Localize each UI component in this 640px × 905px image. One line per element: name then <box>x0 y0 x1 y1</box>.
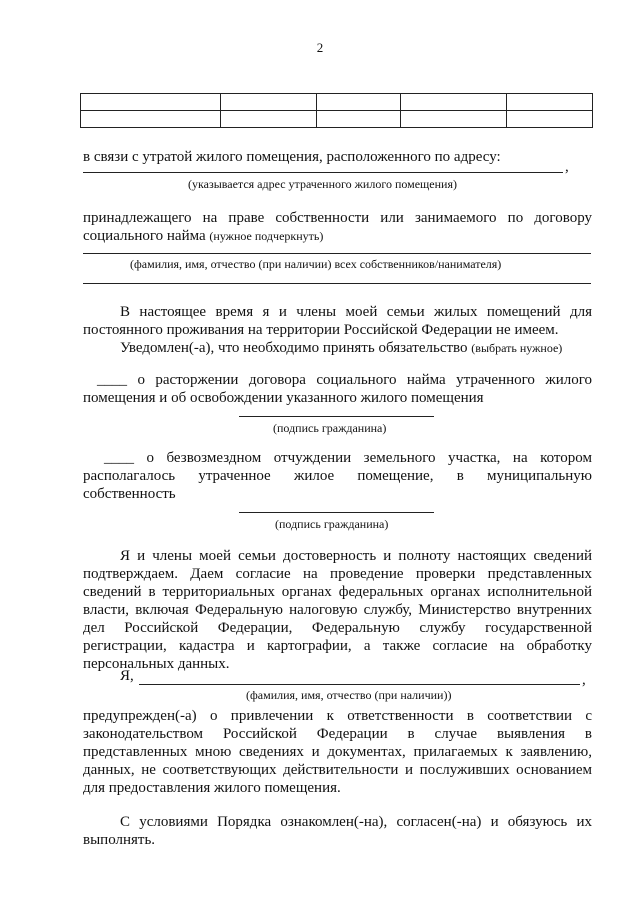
option-2-line-3: собственность <box>83 486 176 502</box>
option-1-text: о расторжении договора социального найма утраченного жилого <box>137 372 593 388</box>
address-intro: в связи с утратой жилого помещения, расположенного по адресу: <box>83 149 501 165</box>
table-row <box>81 111 593 128</box>
warned-line-4: данных, не соответствующих действительности и послуживших основанием <box>83 762 592 778</box>
option-2-blank[interactable]: ____ <box>104 450 134 466</box>
address-tail: , <box>565 159 569 175</box>
i-tail: , <box>582 672 586 688</box>
warned-line-5: для предоставления жилого помещения. <box>83 780 341 796</box>
warned-line-3: представленных мною сведениях и документах, прилагаемых к заявлению, <box>83 744 592 760</box>
fio-caption: (фамилия, имя, отчество (при наличии)) <box>246 688 452 702</box>
table-cell <box>81 111 221 128</box>
signature-caption-1: (подпись гражданина) <box>273 421 387 435</box>
conditions-line-1: С условиями Порядка ознакомлен(-на), согласен(-на) и обязуюсь их <box>120 814 592 830</box>
option-1-blank[interactable]: ____ <box>97 372 127 388</box>
ownership-line-1: принадлежащего на праве собственности или занимаемого по договору <box>83 210 592 226</box>
consent-line-4: власти, включая Федеральную налоговую службу, Министерство внутренних <box>83 602 592 618</box>
consent-line-5: дел Российской Федерации, Федеральную службу государственной <box>83 620 592 636</box>
table-cell <box>401 94 507 111</box>
i-label: Я, <box>120 668 134 684</box>
consent-line-7: персональных данных. <box>83 656 230 672</box>
ownership-line-2-note: (нужное подчеркнуть) <box>209 229 324 243</box>
table-cell <box>507 111 593 128</box>
table-cell <box>221 94 317 111</box>
table-cell <box>317 111 401 128</box>
page-number: 2 <box>316 40 324 55</box>
table-cell <box>507 94 593 111</box>
address-caption: (указывается адрес утраченного жилого помещения) <box>188 177 457 191</box>
option-2-text: о безвозмездном отчуждении земельного участка, на котором <box>146 450 592 466</box>
option-2-line-1 <box>104 449 592 467</box>
table-cell <box>81 94 221 111</box>
notified-line <box>120 339 562 357</box>
address-field[interactable] <box>83 172 563 173</box>
signature-field-1[interactable] <box>239 416 434 417</box>
notified-main: Уведомлен(-а), что необходимо принять обязательство <box>120 340 468 356</box>
table-cell <box>221 111 317 128</box>
warned-line-2: законодательством Российской Федерации в случае выявления в <box>83 726 592 742</box>
warned-line-1: предупрежден(-а) о привлечении к ответственности в соответствии с <box>83 708 592 724</box>
conditions-line-2: выполнять. <box>83 832 156 848</box>
fio-field[interactable] <box>139 684 580 685</box>
ownership-line-2 <box>83 227 323 245</box>
option-2-line-2: располагалось утраченное жилое помещение, в муниципальную <box>83 468 592 484</box>
table-cell <box>401 111 507 128</box>
ownership-line-2-main: социального найма <box>83 228 206 244</box>
owners-field-extra[interactable] <box>83 283 591 284</box>
option-1-line-1 <box>97 371 592 389</box>
table-row <box>81 94 593 111</box>
signature-caption-2: (подпись гражданина) <box>275 517 389 531</box>
header-table <box>80 93 593 128</box>
consent-line-2: подтверждаем. Даем согласие на проведение проверки представленных <box>83 566 592 582</box>
owners-caption: (фамилия, имя, отчество (при наличии) всех собственников/нанимателя) <box>130 257 502 271</box>
table-cell <box>317 94 401 111</box>
notified-note: (выбрать нужное) <box>471 341 563 355</box>
signature-field-2[interactable] <box>239 512 434 513</box>
no-housing-line-2: постоянного проживания на территории Российской Федерации не имеем. <box>83 322 559 338</box>
consent-line-1: Я и члены моей семьи достоверность и полноту настоящих сведений <box>120 548 592 564</box>
owners-field[interactable] <box>83 253 591 254</box>
consent-line-6: регистрации, кадастра и картографии, а также согласие на обработку <box>83 638 592 654</box>
option-1-line-2: помещения и об освобождении указанного жилого помещения <box>83 390 484 406</box>
consent-line-3: сведений в территориальных органах федеральных органах исполнительной <box>83 584 592 600</box>
no-housing-line-1: В настоящее время я и члены моей семьи жилых помещений для <box>120 304 592 320</box>
